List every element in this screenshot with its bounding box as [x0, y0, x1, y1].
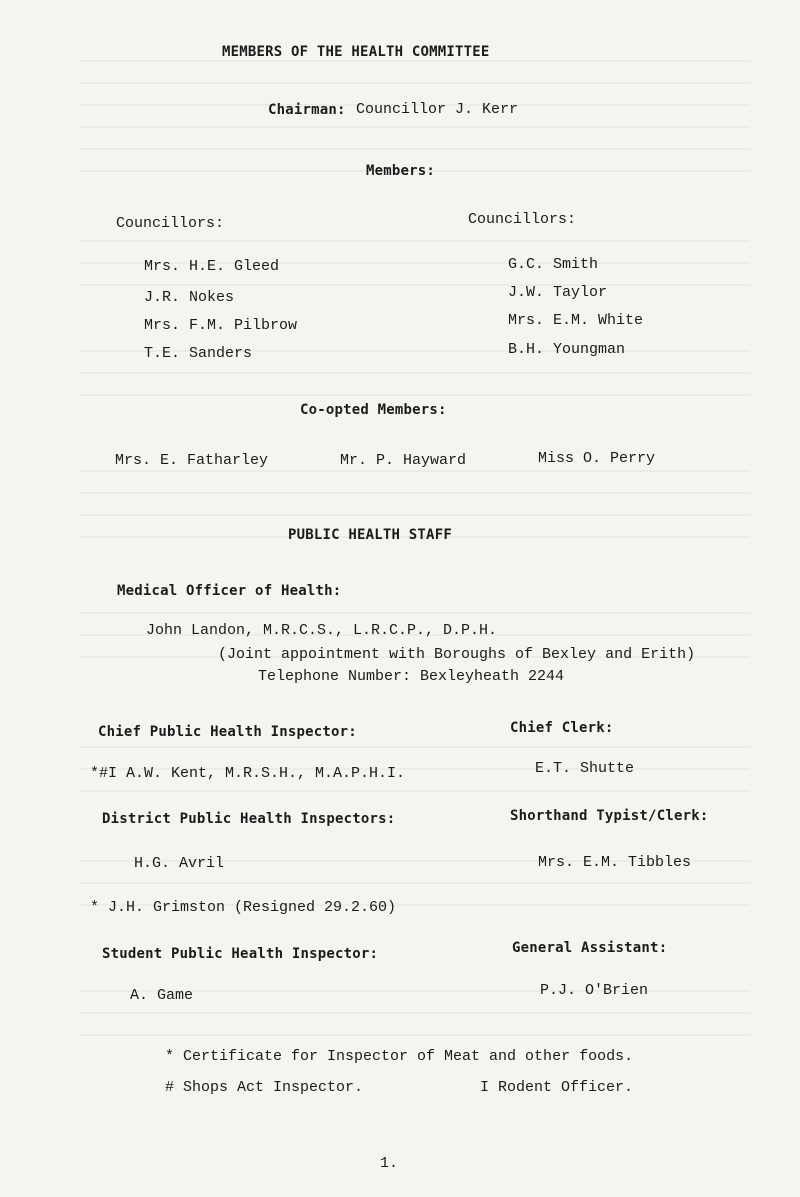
left-member: Mrs. H.E. Gleed: [144, 258, 280, 275]
footnote-rodent: I Rodent Officer.: [480, 1079, 634, 1096]
members-label: Members:: [366, 163, 436, 179]
right-member: B.H. Youngman: [508, 341, 626, 358]
student-name: A. Game: [130, 987, 194, 1004]
right-member: G.C. Smith: [508, 256, 599, 273]
left-member: T.E. Sanders: [144, 345, 253, 362]
footnote-hash: # Shops Act Inspector.: [165, 1079, 364, 1096]
assistant-label: General Assistant:: [512, 940, 668, 956]
coopted-label: Co-opted Members:: [300, 402, 447, 418]
assistant-name: P.J. O'Brien: [540, 982, 649, 999]
moh-note: (Joint appointment with Boroughs of Bexley and Erith): [218, 646, 696, 663]
footnote-star: * Certificate for Inspector of Meat and other foods.: [165, 1048, 634, 1065]
dphi-name: H.G. Avril: [134, 855, 225, 872]
chairman-label: Chairman:: [268, 102, 346, 118]
moh-label: Medical Officer of Health:: [117, 583, 342, 599]
right-member: J.W. Taylor: [508, 284, 608, 301]
page-number: 1.: [380, 1155, 399, 1172]
cphi-name: *#I A.W. Kent, M.R.S.H., M.A.P.H.I.: [90, 765, 406, 782]
cphi-label: Chief Public Health Inspector:: [98, 724, 357, 740]
moh-name: John Landon, M.R.C.S., L.R.C.P., D.P.H.: [146, 622, 498, 639]
coopted-member: Mr. P. Hayward: [340, 452, 467, 469]
dphi-label: District Public Health Inspectors:: [102, 811, 396, 827]
typist-label: Shorthand Typist/Clerk:: [510, 808, 709, 824]
left-member: Mrs. F.M. Pilbrow: [144, 317, 298, 334]
committee-title: MEMBERS OF THE HEALTH COMMITTEE: [222, 44, 490, 60]
chief-clerk-label: Chief Clerk:: [510, 720, 614, 736]
dphi-name: * J.H. Grimston (Resigned 29.2.60): [90, 899, 397, 916]
coopted-member: Mrs. E. Fatharley: [115, 452, 269, 469]
chairman-name: Councillor J. Kerr: [356, 101, 519, 118]
typist-name: Mrs. E.M. Tibbles: [538, 854, 692, 871]
right-member: Mrs. E.M. White: [508, 312, 644, 329]
right-councillors-heading: Councillors:: [468, 211, 577, 228]
student-label: Student Public Health Inspector:: [102, 946, 379, 962]
left-member: J.R. Nokes: [144, 289, 235, 306]
moh-phone: Telephone Number: Bexleyheath 2244: [258, 668, 565, 685]
staff-title: PUBLIC HEALTH STAFF: [288, 527, 452, 543]
left-councillors-heading: Councillors:: [116, 215, 225, 232]
coopted-member: Miss O. Perry: [538, 450, 656, 467]
chief-clerk-name: E.T. Shutte: [535, 760, 635, 777]
